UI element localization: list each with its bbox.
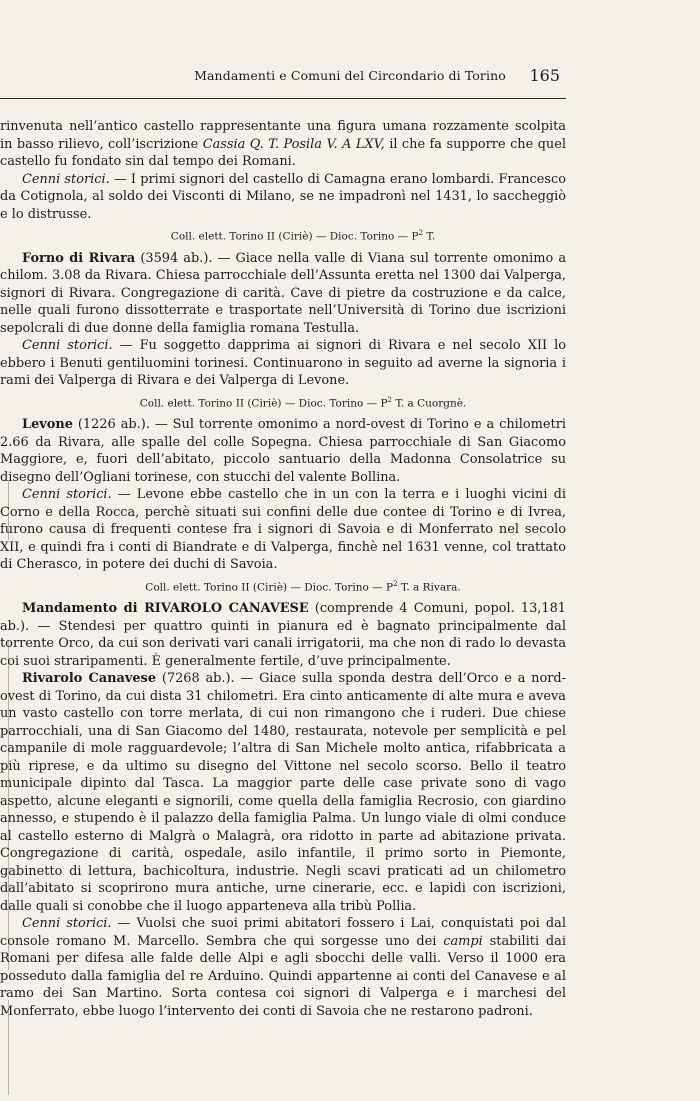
section-lead: Cenni storici.	[22, 338, 113, 353]
entry-levone: Levone (1226 ab.). — Sul torrente omonimo a nord-ovest di Torino e a chilometri 2.66 da Rivara, alle spalle del colle Sopegna. Chiesa parrocchiale di San Giacomo Maggiore, e, fuori dell’abitato, piccolo santuario della Madonna Consolatrice su disegno dell’Ogliani torinese, con stucchi del valente Bollina.	[0, 417, 566, 485]
entry-title: Rivarolo Canavese	[22, 671, 157, 686]
section-lead: Cenni storici.	[22, 171, 110, 187]
entry-title: Levone	[22, 417, 73, 432]
paragraph: Cenni storici. — Fu soggetto dapprima ai signori di Rivara e nel secolo XII lo ebbero i Benuti gentiluomini torinesi. Continuarono in seguito ad averne la signoria i rami dei Valperga di Rivara e dei Valperga di Levone.	[0, 338, 566, 388]
paragraph: Cenni storici. — I primi signori del castello di Camagna erano lombardi. Francesco da Cotignola, al soldo dei Visconti di Milano, se ne impadronì nel 1431, lo saccheggiò e lo distrusse.	[0, 171, 566, 222]
inscription: Cassia Q. T. Posila V. A LXV,	[202, 136, 385, 152]
paragraph: Cenni storici. — Levone ebbe castello che in un con la terra e i luoghi vicini di Corno e della Rocca, perchè situati sui confini delle due contee di Torino e di Ivrea, furono causa di frequenti contese fra i signori di Savoia e di Monferrato nel secolo XII, e quindi fra i conti di Biandrate e di Valperga, finchè nel 1631 venne, col trattato di Cherasco, in potere dei duchi di Savoia.	[0, 487, 566, 572]
section-lead: Cenni storici.	[22, 916, 112, 931]
entry-title: Forno di Rivara	[22, 250, 136, 266]
entry-rivarolo: Rivarolo Canavese (7268 ab.). — Giace sulla sponda destra dell’Orco e a nord-ovest di Torino, da cui dista 31 chilometri. Era cinto anticamente di alte mura e aveva un vasto castello con torre merlata, di cui non rimangono che i ruderi. Due chiese parrocchiali, una di San Giacomo del 1480, restaurata, notevole per semplicità e pel campanile di mole ragguardevole; l’altra di San Michele molto antica, rifabbricata a più riprese, e da ultimo su disegno del Vittone nel secolo scorso. Bello il teatro municipale dipinto dal Tasca. La maggior parte delle case private sono di vago aspetto, alcune eleganti e signorili, come quella della famiglia Recrosio, con giardino annesso, e stupendo è il palazzo della famiglia Palma. Un lungo viale di olmi conduce al castello esterno di Malgrà o Malagrà, ora ridotto in parte ad abitazione privata. Congregazione di carità, ospedale, asilo infantile, il primo sorto in Piemonte, gabinetto di lettura, bachicoltura, industrie. Negli scavi praticati ad un chilometro dall’abitato si scoprirono mura antiche, urne cinerarie, ecc. e lapidi con iscrizioni, dalle quali si conobbe che il luogo apparteneva alla tribù Pollia.	[0, 671, 567, 914]
page-number: 165	[529, 66, 560, 85]
entry-forno: Forno di Rivara (3594 ab.). — Giace nella valle di Viana sul torrente omonimo a chilom. 3.08 da Rivara. Chiesa parrocchiale dell’Assunta eretta nel 1300 dai Valperga, signori di Rivara. Congregazione di carità. Cave di pietre da costruzione e da calce, nelle quali furono dissotterrate e trasportate nell’Università di Torino due iscrizioni sepolcrali di due donne della famiglia romana Testulla.	[0, 250, 566, 336]
header-title: Mandamenti e Comuni del Circondario di Torino	[194, 68, 506, 83]
paragraph: Cenni storici. — Vuolsi che suoi primi abitatori fossero i Lai, conquistati poi dal console romano M. Marcello. Sembra che qui sorgesse uno dei campi stabiliti dai Romani per difesa alle falde delle Alpi e agli sbocchi delle valli. Verso il 1000 era posseduto dalla famiglia del re Arduino. Quindi appartenne ai conti del Canavese e al ramo dei San Martino. Sorta contesa coi signori di Valperga e i marchesi del Monferrato, ebbe luogo l’intervento dei conti di Savoia che ne restarono padroni.	[0, 916, 566, 1019]
running-header	[0, 68, 700, 94]
header-rule	[0, 98, 566, 99]
entry-mandamento: Mandamento di RIVAROLO CANAVESE (comprende 4 Comuni, popol. 13,181 ab.). — Stendesi per quattro quinti in pianura ed è bagnato principalmente dal torrente Orco, da cui son derivati vari canali irrigatorii, ma che non di rado lo devasta coi suoi straripamenti. È generalmente fertile, d’uve principalmente.	[0, 601, 567, 669]
section-lead: Cenni storici.	[22, 487, 112, 502]
electoral-note: Coll. elett. Torino II (Ciriè) — Dioc. Torino — $P^2$ T. a Cuorgnè.	[139, 395, 467, 409]
page-body	[0, 118, 566, 1020]
electoral-note: Coll. elett. Torino II (Ciriè) — Dioc. Torino — $P^2$ T. a Rivara.	[145, 579, 461, 593]
paragraph: rinvenuta nell’antico castello rappresentante una figura umana rozzamente scolpita in basso rilievo, coll’iscrizione Cassia Q. T. Posila V. A LXV, il che fa supporre che quel castello fu fondato sin dal tempo dei Romani.	[0, 119, 566, 169]
entry-title: Mandamento di RIVAROLO CANAVESE	[22, 601, 309, 616]
electoral-note: Coll. elett. Torino II (Ciriè) — Dioc. Torino — $P^2$ T.	[170, 229, 436, 243]
